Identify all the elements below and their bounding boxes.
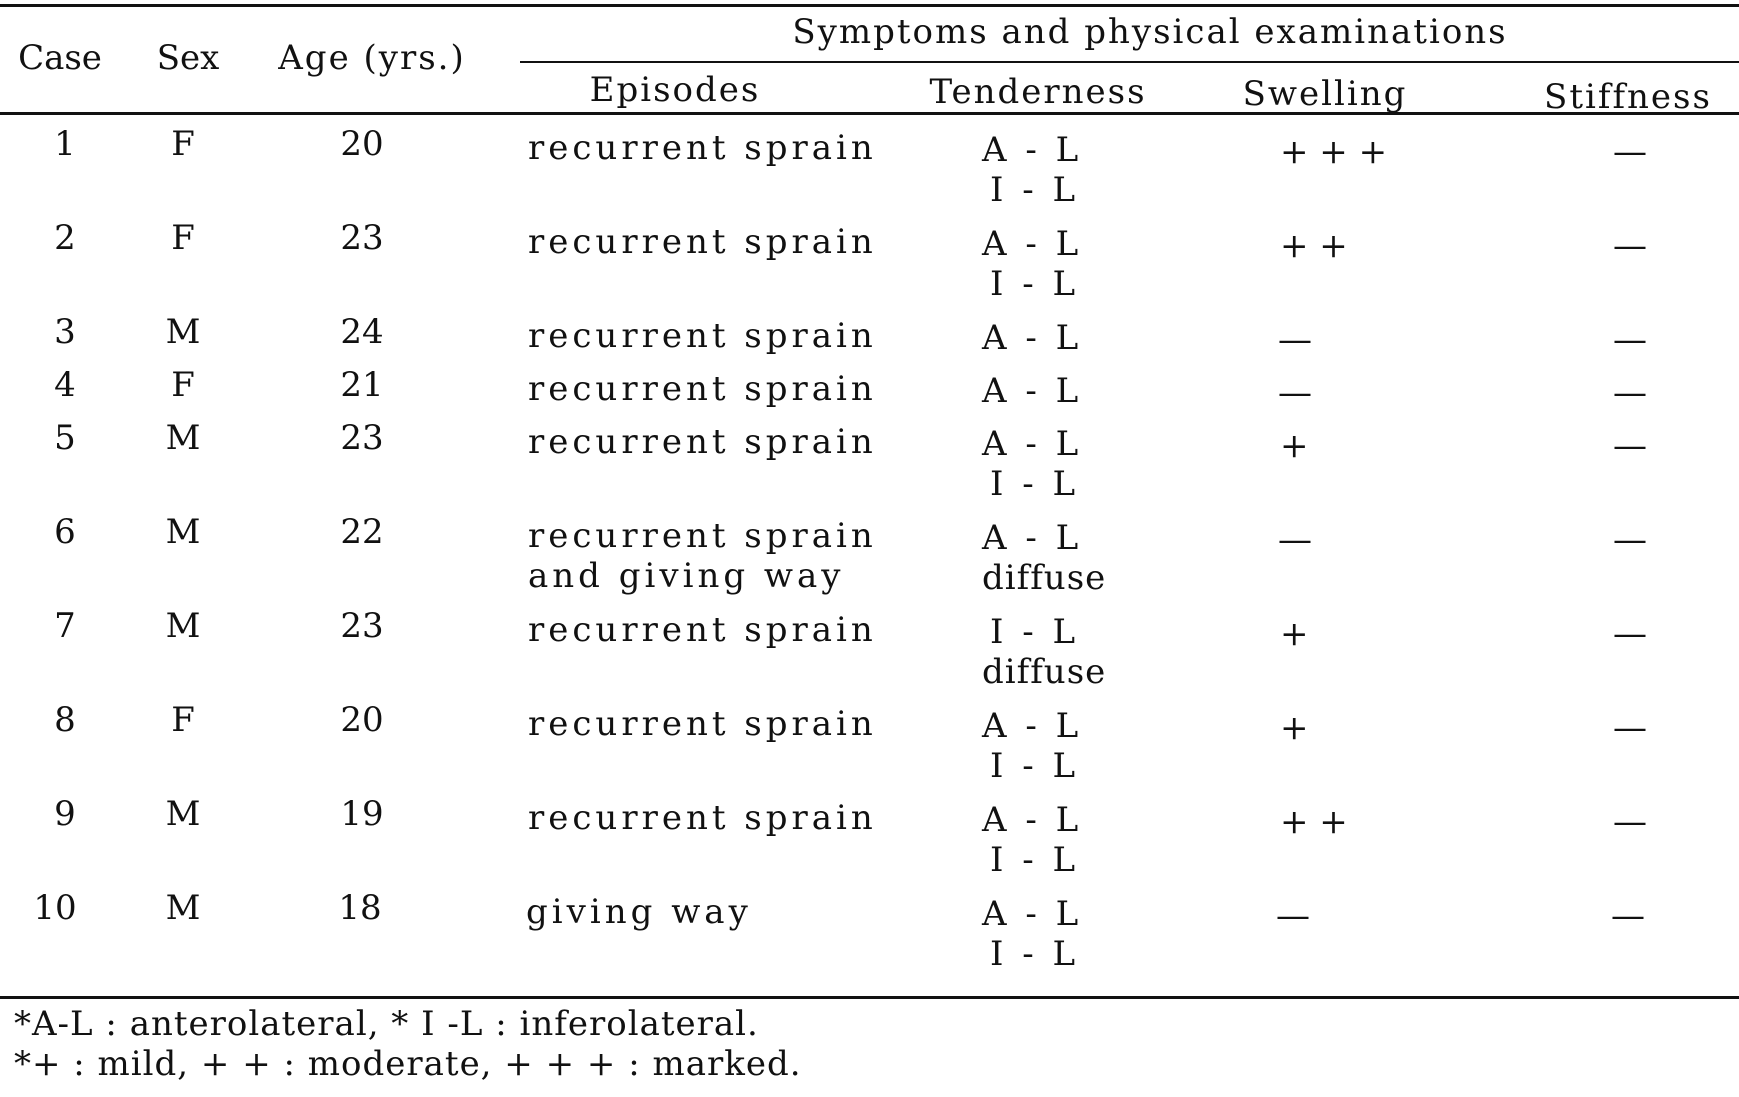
tenderness-line: A - L: [982, 518, 1083, 558]
sex-value: M: [165, 794, 201, 834]
tenderness-line: A - L: [982, 130, 1083, 170]
stiffness-value: —: [1613, 373, 1647, 413]
swelling-value: + +: [1280, 226, 1348, 266]
stiffness-value: —: [1613, 802, 1647, 842]
swelling-value: —: [1278, 520, 1312, 560]
case-number: 6: [54, 512, 76, 552]
footnote-swelling-scale: *+ : mild, + + : moderate, + + + : marked.: [14, 1044, 802, 1084]
header-age: Age (yrs.): [278, 38, 466, 78]
episodes-line: recurrent sprain: [528, 798, 877, 838]
swelling-value: +: [1280, 614, 1309, 654]
tenderness-line: A - L: [982, 318, 1083, 358]
tenderness-line: I - L: [990, 746, 1080, 786]
episodes-line: recurrent sprain: [528, 369, 877, 409]
case-number: 5: [54, 418, 76, 458]
tenderness-value: [982, 612, 1106, 692]
stiffness-value: —: [1613, 226, 1647, 266]
tenderness-value: [982, 318, 1082, 358]
swelling-value: —: [1276, 896, 1310, 936]
tenderness-line: diffuse: [982, 558, 1107, 598]
case-number: 8: [54, 700, 76, 740]
age-value: 18: [338, 888, 382, 928]
episodes-line: recurrent sprain: [528, 704, 877, 744]
case-number: 3: [54, 312, 76, 352]
case-number: 7: [54, 606, 76, 646]
age-value: 19: [340, 794, 384, 834]
sex-value: F: [171, 124, 195, 164]
tenderness-line: I - L: [990, 840, 1080, 880]
tenderness-value: [982, 424, 1082, 504]
episodes-line: recurrent sprain: [528, 316, 877, 356]
stiffness-value: —: [1613, 132, 1647, 172]
header-stiffness: Stiffness: [1544, 77, 1712, 117]
tenderness-line: A - L: [982, 894, 1083, 934]
age-value: 21: [340, 365, 384, 405]
sex-value: M: [165, 606, 201, 646]
header-symptoms-group: Symptoms and physical examinations: [792, 12, 1508, 52]
case-number: 9: [54, 794, 76, 834]
case-number: 10: [33, 888, 77, 928]
stiffness-value: —: [1613, 520, 1647, 560]
age-value: 23: [340, 418, 384, 458]
sex-value: M: [165, 888, 201, 928]
age-value: 23: [340, 606, 384, 646]
case-number: 2: [54, 218, 76, 258]
tenderness-value: [982, 894, 1082, 974]
tenderness-value: [982, 130, 1082, 210]
tenderness-line: diffuse: [982, 652, 1107, 692]
table-bottom-rule: [0, 996, 1739, 999]
tenderness-line: I - L: [990, 264, 1080, 304]
tenderness-line: I - L: [990, 612, 1080, 652]
episodes-value: [528, 798, 877, 838]
swelling-value: +: [1280, 426, 1309, 466]
swelling-value: —: [1278, 320, 1312, 360]
age-value: 22: [340, 512, 384, 552]
swelling-value: + + +: [1280, 132, 1388, 172]
episodes-line: giving way: [526, 892, 752, 932]
tenderness-line: A - L: [982, 424, 1083, 464]
stiffness-value: —: [1613, 426, 1647, 466]
case-number: 1: [54, 124, 76, 164]
episodes-value: [528, 516, 877, 596]
tenderness-line: A - L: [982, 706, 1083, 746]
episodes-value: [528, 222, 877, 262]
swelling-value: + +: [1280, 802, 1348, 842]
stiffness-value: —: [1613, 708, 1647, 748]
header-case: Case: [18, 38, 102, 78]
top-rule: [0, 4, 1739, 7]
sex-value: M: [165, 512, 201, 552]
header-tenderness: Tenderness: [929, 72, 1147, 112]
tenderness-line: A - L: [982, 371, 1083, 411]
tenderness-value: [982, 518, 1106, 598]
sex-value: M: [165, 418, 201, 458]
episodes-value: [528, 422, 877, 462]
stiffness-value: —: [1613, 320, 1647, 360]
age-value: 20: [340, 700, 384, 740]
sex-value: F: [171, 700, 195, 740]
tenderness-line: A - L: [982, 800, 1083, 840]
case-number: 4: [54, 365, 76, 405]
sex-value: F: [171, 365, 195, 405]
age-value: 23: [340, 218, 384, 258]
episodes-line: recurrent sprain: [528, 610, 877, 650]
episodes-line: and giving way: [528, 556, 845, 596]
age-value: 20: [340, 124, 384, 164]
episodes-value: [528, 610, 877, 650]
group-underline: [520, 61, 1739, 63]
tenderness-line: A - L: [982, 224, 1083, 264]
episodes-line: recurrent sprain: [528, 516, 877, 556]
header-swelling: Swelling: [1242, 74, 1408, 114]
sex-value: M: [165, 312, 201, 352]
swelling-value: +: [1280, 708, 1309, 748]
stiffness-value: —: [1611, 896, 1645, 936]
episodes-line: recurrent sprain: [528, 222, 877, 262]
header-sex: Sex: [156, 38, 220, 78]
tenderness-value: [982, 371, 1082, 411]
tenderness-line: I - L: [990, 464, 1080, 504]
stiffness-value: —: [1613, 614, 1647, 654]
tenderness-line: I - L: [990, 934, 1080, 974]
header-bottom-rule: [0, 112, 1739, 115]
sex-value: F: [171, 218, 195, 258]
episodes-line: recurrent sprain: [528, 128, 877, 168]
age-value: 24: [340, 312, 384, 352]
episodes-line: recurrent sprain: [528, 422, 877, 462]
swelling-value: —: [1278, 373, 1312, 413]
tenderness-value: [982, 706, 1082, 786]
episodes-value: [528, 316, 877, 356]
episodes-value: [528, 369, 877, 409]
tenderness-value: [982, 224, 1082, 304]
footnote-abbreviations: *A-L : anterolateral, * I -L : inferolateral.: [14, 1004, 759, 1044]
header-episodes: Episodes: [589, 70, 761, 110]
episodes-value: [528, 704, 877, 744]
episodes-value: [526, 892, 752, 932]
tenderness-value: [982, 800, 1082, 880]
episodes-value: [528, 128, 877, 168]
tenderness-line: I - L: [990, 170, 1080, 210]
